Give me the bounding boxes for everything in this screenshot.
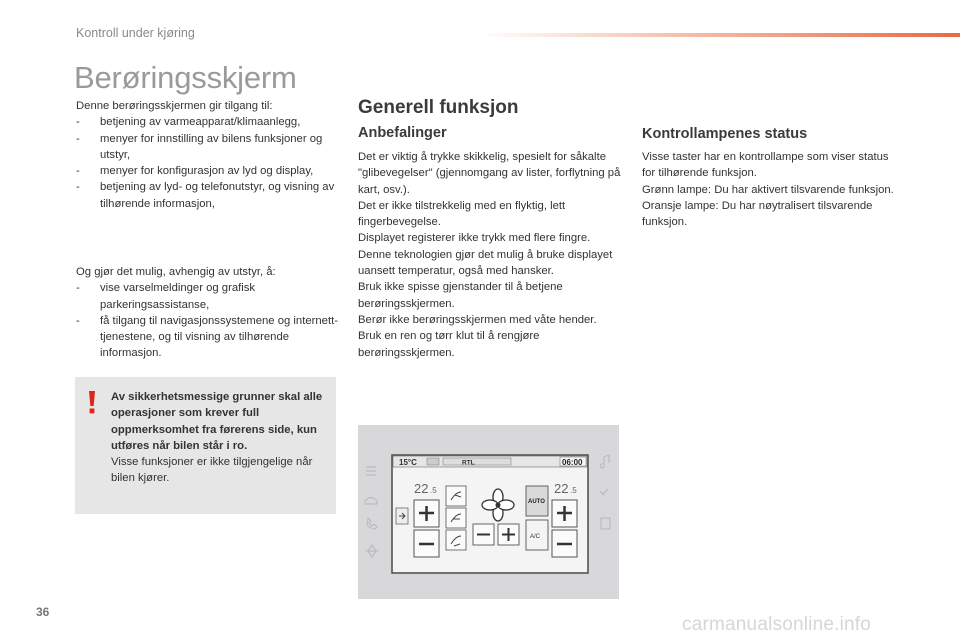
right-temperature-decimal: .5 xyxy=(570,486,577,495)
settings-icon xyxy=(600,489,608,495)
music-icon xyxy=(600,455,609,468)
paragraph: Berør ikke berøringsskjermen med våte hender. xyxy=(358,313,597,326)
watermark: carmanualsonline.info xyxy=(682,614,872,635)
indicator-status-text xyxy=(642,149,902,230)
help-icon xyxy=(601,518,610,529)
intro-lead: Denne berøringsskjermen gir tilgang til: xyxy=(76,100,273,112)
list-item: - menyer for konfigurasjon av lyd og display, xyxy=(76,163,338,179)
list-item: - få tilgang til navigasjonssystemene og internett-tjenestene, og til visning av tilhørende informasjon. xyxy=(76,313,338,362)
list-item: - vise varselmeldinger og grafisk parkeringsassistanse, xyxy=(76,280,338,313)
paragraph: Denne teknologien gjør det mulig å bruke displayet uansett temperatur, også med hansker. xyxy=(358,248,613,278)
capabilities-lead: Og gjør det mulig, avhengig av utstyr, å: xyxy=(76,266,276,278)
outside-temperature: 15°C xyxy=(399,458,417,467)
warning-normal-text: Visse funksjoner er ikke tilgjengelige når bilen kjører. xyxy=(111,456,313,485)
touchscreen-illustration xyxy=(358,425,619,599)
exclamation-icon xyxy=(86,389,98,415)
paragraph: Bruk ikke spisse gjenstander til å betjene berøringsskjermen. xyxy=(358,281,563,310)
ventilation-icon xyxy=(366,467,376,475)
navigation-icon xyxy=(366,545,378,557)
phone-icon xyxy=(367,518,377,529)
general-function-heading: Generell funksjon xyxy=(358,97,519,118)
page-number: 36 xyxy=(36,605,50,619)
paragraph: Det er viktig å trykke skikkelig, spesielt for såkalte "glibevegelser" (gjennomgang av lister, forflytning på kart, osv.). xyxy=(358,151,621,196)
paragraph: Bruk en ren og tørr klut til å rengjøre berøringsskjermen. xyxy=(358,330,540,359)
paragraph: Det er ikke tilstrekkelig med en flyktig, lett fingerbevegelse. xyxy=(358,199,566,229)
paragraph: Grønn lampe: Du har aktivert tilsvarende funksjon. xyxy=(642,183,894,196)
car-icon xyxy=(365,498,377,505)
capabilities-list xyxy=(76,280,338,361)
radio-station: RTL xyxy=(462,459,475,467)
air-distribution-button-upper[interactable] xyxy=(446,486,466,506)
radio-field xyxy=(443,458,511,465)
section-header: Kontroll under kjøring xyxy=(76,26,195,40)
media-icon xyxy=(427,458,439,465)
list-item: - betjening av varmeapparat/klimaanlegg, xyxy=(76,114,338,130)
indicator-status-heading: Kontrollampenes status xyxy=(642,126,808,142)
list-item: - betjening av lyd- og telefonutstyr, og visning av tilhørende informasjon, xyxy=(76,179,338,212)
intro-section xyxy=(76,98,338,212)
touchscreen-drawing xyxy=(358,425,619,599)
page-title: Berøringsskjerm xyxy=(74,60,297,95)
list-item: - menyer for innstilling av bilens funksjoner og utstyr, xyxy=(76,131,338,164)
capabilities-section xyxy=(76,264,338,362)
paragraph: Displayet registerer ikke trykk med flere fingre. xyxy=(358,232,591,245)
air-distribution-button-lower[interactable] xyxy=(446,530,466,550)
left-temperature: 22 xyxy=(414,481,429,496)
warning-bold-text: Av sikkerhetsmessige grunner skal alle operasjoner som krever full oppmerksomhet fra førerens side, kun utføres når bilen står i ro. xyxy=(111,391,323,452)
warning-text xyxy=(111,389,327,487)
clock: 06:00 xyxy=(562,458,583,467)
air-distribution-button-middle[interactable] xyxy=(446,508,466,528)
paragraph: Oransje lampe: Du har nøytralisert tilsvarende funksjon. xyxy=(642,199,873,229)
ac-label: A/C xyxy=(530,534,541,540)
recommendations-text xyxy=(358,149,624,361)
auto-label: AUTO xyxy=(528,499,545,505)
paragraph: Visse taster har en kontrollampe som viser status for tilhørende funksjon. xyxy=(642,151,889,180)
left-temperature-decimal: .5 xyxy=(430,486,437,495)
right-temperature: 22 xyxy=(554,481,569,496)
recommendations-heading: Anbefalinger xyxy=(358,125,447,141)
intro-list xyxy=(76,114,338,212)
header-accent-bar xyxy=(478,33,960,37)
